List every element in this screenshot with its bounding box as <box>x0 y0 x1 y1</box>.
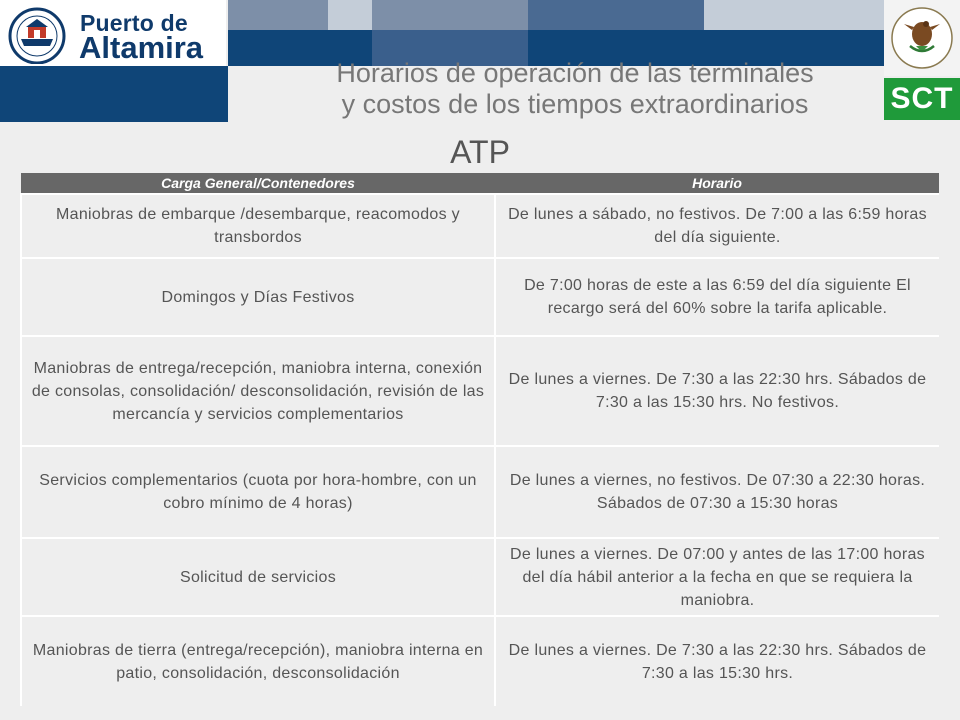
page-subtitle: ATP <box>450 134 510 170</box>
sct-logo: SCT <box>884 78 960 120</box>
banner-navy-block <box>0 66 228 122</box>
schedule-cell: De 7:00 horas de este a las 6:59 del día siguiente El recargo será del 60% sobre la tarifa aplicable. <box>495 258 939 336</box>
service-cell: Maniobras de entrega/recepción, maniobra interna, conexión de consolas, consolidación/ desconsolidación, revisión de las mercancía y servicios complementarios <box>21 336 495 446</box>
title-line2: y costos de los tiempos extraordinarios <box>341 89 809 119</box>
coat-of-arms <box>884 0 960 76</box>
column-header-cargo: Carga General/Contenedores <box>21 173 495 194</box>
eagle-emblem-icon <box>884 0 960 76</box>
logo-line2: Altamira <box>79 30 204 65</box>
port-logo <box>0 0 226 66</box>
banner-mosaic <box>228 0 884 66</box>
service-cell: Solicitud de servicios <box>21 538 495 616</box>
table-row <box>21 194 939 258</box>
table-row <box>21 446 939 538</box>
table-row <box>21 538 939 616</box>
service-cell: Maniobras de embarque /desembarque, reacomodos y transbordos <box>21 194 495 258</box>
schedule-cell: De lunes a viernes. De 7:30 a las 22:30 hrs. Sábados de 7:30 a las 15:30 hrs. <box>495 616 939 706</box>
schedule-cell: De lunes a viernes. De 07:00 y antes de las 17:00 horas del día hábil anterior a la fecha en que se requiera la maniobra. <box>495 538 939 616</box>
service-cell: Maniobras de tierra (entrega/recepción), maniobra interna en patio, consolidación, desconsolidación <box>21 616 495 706</box>
page-title <box>270 58 880 120</box>
table-row <box>21 616 939 706</box>
table-header-row <box>21 173 939 194</box>
table-row <box>21 258 939 336</box>
logo-line1: Puerto de <box>80 10 188 36</box>
service-cell: Domingos y Días Festivos <box>21 258 495 336</box>
schedule-cell: De lunes a viernes. De 7:30 a las 22:30 hrs. Sábados de 7:30 a las 15:30 hrs. No festivos. <box>495 336 939 446</box>
schedule-cell: De lunes a sábado, no festivos. De 7:00 a las 6:59 horas del día siguiente. <box>495 194 939 258</box>
service-cell: Servicios complementarios (cuota por hora-hombre, con un cobro mínimo de 4 horas) <box>21 446 495 538</box>
title-line1: Horarios de operación de las terminales <box>336 58 814 88</box>
schedule-cell: De lunes a viernes, no festivos. De 07:30 a 22:30 horas. Sábados de 07:30 a 15:30 horas <box>495 446 939 538</box>
column-header-schedule: Horario <box>495 173 939 194</box>
schedule-table <box>20 173 939 706</box>
table-row <box>21 336 939 446</box>
port-seal-icon <box>6 6 68 64</box>
